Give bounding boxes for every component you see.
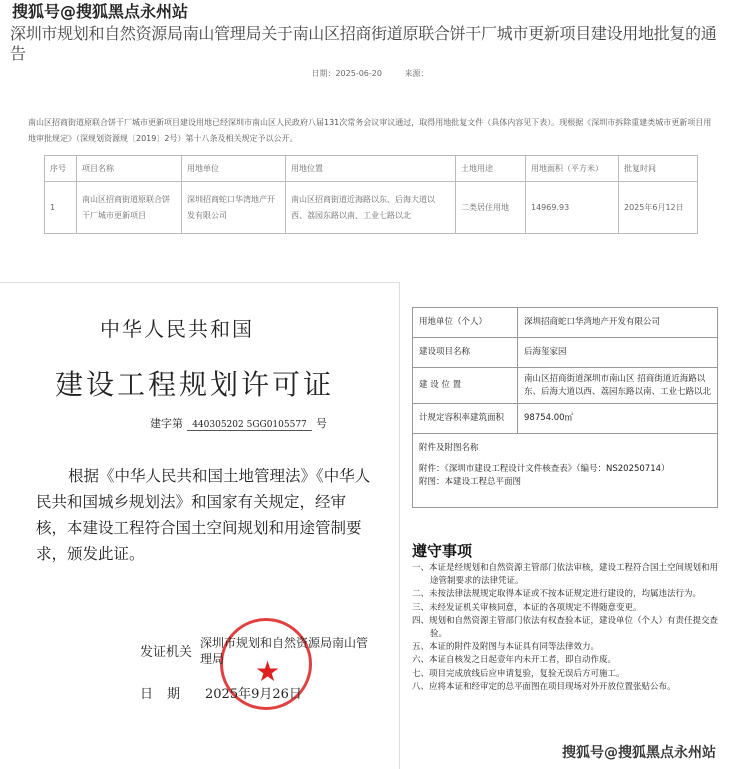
- rule-item: 三、未经发证机关审核同意，本证的各项规定不得随意变更。: [412, 602, 642, 613]
- cell: 南山区招商街道近海路以东、后海大道以西、荔园东路以南、工业七路以北: [286, 182, 456, 234]
- rule-item: 二、未按法律法规规定取得本证或不按本证规定进行建设的，均属违法行为。: [412, 589, 702, 600]
- cert-number: [150, 415, 327, 431]
- permit-details-table: [412, 307, 718, 508]
- rules-title: 遵守事项: [412, 542, 473, 560]
- rule-item: 一、本证是经规划和自然资源主管部门依法审核，建设工程符合国土空间规划和用途管制要求的法律凭证。: [412, 563, 719, 587]
- header-cell: 用地面积（平方米）: [526, 156, 619, 182]
- attachments-row: [413, 434, 718, 508]
- seal-star-icon: ★: [255, 655, 281, 688]
- cell: 深圳招商蛇口华湾地产开发有限公司: [182, 182, 286, 234]
- detail-label: 用地单位（个人）: [413, 308, 518, 338]
- watermark-top: 搜狐号@搜狐黑点永州站: [12, 2, 189, 21]
- attachments-title: 附件及附图名称: [419, 443, 479, 453]
- notice-meta: [0, 68, 740, 79]
- detail-label: 建设项目名称: [413, 338, 518, 368]
- cell: 南山区招商街道原联合饼干厂城市更新项目: [77, 182, 182, 234]
- detail-row: [413, 338, 718, 368]
- issue-date: 2025年9月26日: [205, 687, 302, 702]
- rules-list: [412, 562, 722, 694]
- cert-number-prefix: 建字第: [150, 417, 183, 430]
- cert-number-suffix: 号: [316, 417, 327, 430]
- header-cell: 用地单位: [182, 156, 286, 182]
- rule-item: 六、本证自核发之日起壹年内未开工者，即自动作废。: [412, 655, 617, 666]
- notice-title: 深圳市规划和自然资源局南山管理局关于南山区招商街道原联合饼干厂城市更新项目建设用地批复的通告: [10, 24, 717, 63]
- detail-value: 南山区招商街道深圳市南山区 招商街道近海路以东、后海大道以西、荔园东路以南、工业七路以北: [518, 368, 718, 404]
- table-row: [45, 182, 698, 234]
- issuer: 深圳市规划和自然资源局南山管理局: [200, 636, 369, 666]
- header-cell: 批复时间: [619, 156, 698, 182]
- notice-date: 日期：2025-06-20: [311, 69, 382, 78]
- cell: 1: [45, 182, 77, 234]
- notice-intro: 南山区招商街道原联合饼干厂城市更新项目建设用地已经深圳市南山区人民政府八届131次常务会议审议通过，取得用地批复文件（具体内容见下表）。现根据《深圳市拆除重建类城市更新项目用地审批规定》（深规划资源规〔2019〕2号）第十八条及相关规定予以公开。: [28, 118, 712, 143]
- detail-label: 建 设 位 置: [413, 368, 518, 404]
- cell: 二类居住用地: [456, 182, 526, 234]
- detail-value: 后海玺家园: [518, 338, 718, 368]
- drawing: 附图：本建设工程总平面图: [419, 477, 522, 487]
- detail-value: 深圳招商蛇口华湾地产开发有限公司: [518, 308, 718, 338]
- rule-item: 五、本证的附件及附图与本证具有同等法律效力。: [412, 642, 600, 653]
- cert-body: 根据《中华人民共和国土地管理法》《中华人民共和国城乡规划法》和国家有关规定，经审核，本建设工程符合国土空间规划和用途管制要求，颁发此证。: [36, 467, 371, 563]
- cell: 2025年6月12日: [619, 182, 698, 234]
- detail-row: [413, 404, 718, 434]
- approval-table: [44, 155, 698, 234]
- header-cell: 序号: [45, 156, 77, 182]
- detail-label: 计规定容积率建筑面积: [413, 404, 518, 434]
- detail-row: [413, 368, 718, 404]
- permit-certificate: [0, 282, 400, 769]
- cert-number-value: 440305202 5GG0105577: [187, 420, 312, 431]
- cell: 14969.93: [526, 182, 619, 234]
- detail-value: 98754.00㎡: [518, 404, 718, 434]
- rule-item: 七、项目完成放线后应申请复验，复验无误后方可施工。: [412, 668, 625, 679]
- watermark-bottom: 搜狐号@搜狐黑点永州站: [562, 745, 716, 761]
- rule-item: 八、应将本证和经审定的总平面图在项目现场对外开放位置张贴公布。: [412, 681, 676, 692]
- issuer-label: 发证机关: [140, 645, 193, 660]
- rule-item: 四、规划和自然资源主管部门依法有权查验本证，建设单位（个人）有责任提交查验。: [412, 615, 719, 640]
- notice-source: 来源：: [404, 69, 429, 78]
- cert-country: 中华人民共和国: [100, 317, 254, 341]
- table-header-row: [45, 156, 698, 182]
- attachment: 附件：《深圳市建设工程设计文件核查表》（编号：NS20250714）: [419, 464, 670, 474]
- detail-row: [413, 308, 718, 338]
- header-cell: 用地位置: [286, 156, 456, 182]
- header-cell: 土地用途: [456, 156, 526, 182]
- header-cell: 项目名称: [77, 156, 182, 182]
- date-label: 日期: [140, 687, 195, 702]
- cert-name: 建设工程规划许可证: [55, 368, 335, 401]
